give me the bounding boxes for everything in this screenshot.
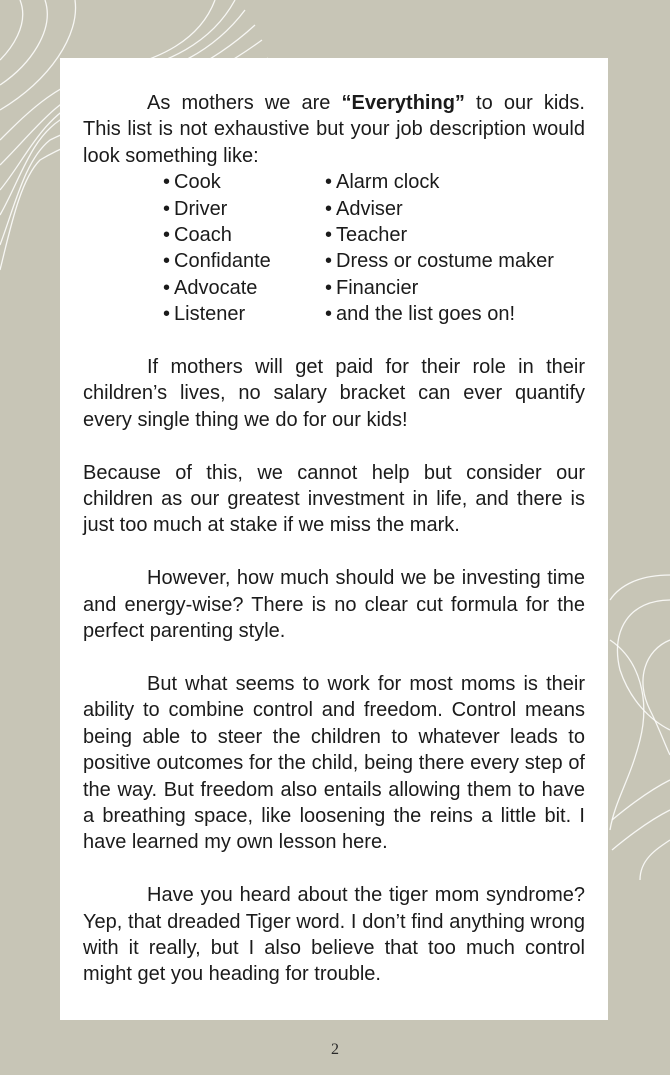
list-item: • and the list goes on!	[325, 301, 554, 327]
paragraph-control-freedom: But what seems to work for most moms is their ability to combine control and freedom. Control means being able to steer the children to whatever leads to positive outcomes for the child, being there every step of the way. But freedom also entails allowing them to have a breathing space, like loosening the reins a little bit. I have learned my own lesson here.	[83, 672, 585, 854]
paragraph-salary: If mothers will get paid for their role in their children’s lives, no salary bracket can ever quantify every single thing we do for our kids!	[83, 356, 585, 431]
intro-emphasis: “Everything”	[341, 92, 465, 114]
paragraph-how-much: However, how much should we be investing time and energy-wise? There is no clear cut formula for the perfect parenting style.	[83, 567, 585, 643]
list-item: • Alarm clock	[325, 169, 554, 195]
paragraph-tiger-mom: Have you heard about the tiger mom syndrome? Yep, that dreaded Tiger word. I don’t find anything wrong with it really, but I also believe that too much control might get you heading for trouble.	[83, 884, 585, 986]
page-number: 2	[331, 1041, 339, 1058]
intro-text-after: to our kids. This list is not exhaustive but your job description would look something like:	[83, 92, 585, 167]
job-description-lists	[83, 169, 585, 327]
paragraph-investment: Because of this, we cannot help but consider our children as our greatest investment in life, and there is just too much at stake if we miss the mark.	[83, 461, 585, 537]
list-item: • Teacher	[325, 222, 554, 248]
list-item: • Coach	[163, 222, 325, 248]
document-body	[83, 90, 585, 988]
intro-paragraph	[83, 90, 585, 169]
page-card	[60, 58, 608, 1020]
roles-list-left	[163, 169, 325, 327]
list-item: • Listener	[163, 301, 325, 327]
list-item: • Driver	[163, 196, 325, 222]
list-item: • Dress or costume maker	[325, 248, 554, 274]
list-item: • Advocate	[163, 275, 325, 301]
list-item: • Financier	[325, 275, 554, 301]
list-item: • Confidante	[163, 248, 325, 274]
list-item: • Cook	[163, 169, 325, 195]
list-item: • Adviser	[325, 196, 554, 222]
roles-list-right	[325, 169, 554, 327]
intro-text-before: As mothers we are	[147, 92, 342, 114]
